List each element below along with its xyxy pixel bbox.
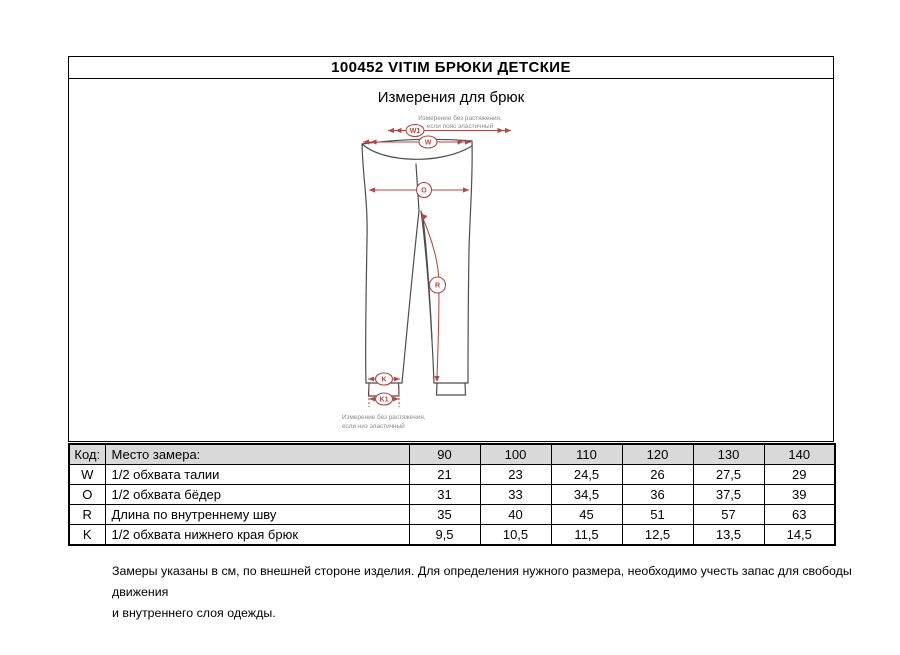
- label-o: O: [421, 187, 427, 195]
- pants-drawing-svg: [321, 105, 581, 435]
- cell-value: 63: [764, 505, 835, 525]
- pants-outline: [362, 139, 472, 396]
- cell-value: 37,5: [693, 485, 764, 505]
- cell-value: 35: [409, 505, 480, 525]
- label-k1: K1: [379, 396, 389, 404]
- footer-note: [112, 561, 857, 624]
- measurement-badges: [376, 125, 446, 406]
- label-k: K: [381, 376, 387, 384]
- cell-value: 31: [409, 485, 480, 505]
- cell-value: 14,5: [764, 525, 835, 546]
- header-size: 100: [480, 444, 551, 465]
- row-place: 1/2 обхвата бёдер: [105, 485, 409, 505]
- footer-line2: и внутреннего слоя одежды.: [112, 606, 276, 620]
- table-row: [69, 525, 835, 546]
- cell-value: 11,5: [551, 525, 622, 546]
- header-size: 120: [622, 444, 693, 465]
- label-r: R: [434, 282, 441, 290]
- cell-value: 27,5: [693, 465, 764, 485]
- row-code: K: [69, 525, 105, 546]
- cell-value: 12,5: [622, 525, 693, 546]
- page-title: 100452 VITIM БРЮКИ ДЕТСКИЕ: [68, 56, 834, 79]
- table-header-row: [69, 444, 835, 465]
- header-size: 110: [551, 444, 622, 465]
- table-row: [69, 465, 835, 485]
- diagram-panel: [68, 78, 834, 442]
- row-code: W: [69, 465, 105, 485]
- cell-value: 29: [764, 465, 835, 485]
- cell-value: 36: [622, 485, 693, 505]
- row-place: Длина по внутреннему шву: [105, 505, 409, 525]
- measurement-lines: [363, 128, 511, 407]
- header-size: 90: [409, 444, 480, 465]
- top-note-line2: если пояс эластичный: [426, 123, 494, 130]
- cell-value: 39: [764, 485, 835, 505]
- cell-value: 51: [622, 505, 693, 525]
- bottom-note-line2: если низ эластичный: [342, 423, 405, 430]
- bottom-note-line1: Измерение без растяжения,: [342, 414, 426, 421]
- cell-value: 40: [480, 505, 551, 525]
- cell-value: 9,5: [409, 525, 480, 546]
- size-table: [68, 443, 836, 546]
- label-w1: W1: [409, 128, 421, 135]
- header-size: 140: [764, 444, 835, 465]
- cell-value: 34,5: [551, 485, 622, 505]
- row-code: R: [69, 505, 105, 525]
- top-note-line1: Измерение без растяжения,: [418, 115, 502, 122]
- cell-value: 13,5: [693, 525, 764, 546]
- cell-value: 23: [480, 465, 551, 485]
- cell-value: 21: [409, 465, 480, 485]
- cell-value: 10,5: [480, 525, 551, 546]
- table-row: [69, 505, 835, 525]
- cell-value: 33: [480, 485, 551, 505]
- cell-value: 45: [551, 505, 622, 525]
- row-place: 1/2 обхвата нижнего края брюк: [105, 525, 409, 546]
- cell-value: 26: [622, 465, 693, 485]
- label-w: W: [424, 139, 432, 147]
- pants-diagram: [69, 105, 833, 439]
- cell-value: 24,5: [551, 465, 622, 485]
- header-place: Место замера:: [105, 444, 409, 465]
- header-code: Код:: [69, 444, 105, 465]
- table-row: [69, 485, 835, 505]
- row-place: 1/2 обхвата талии: [105, 465, 409, 485]
- footer-line1: Замеры указаны в см, по внешней стороне изделия. Для определения нужного размера, необходимо учесть запас для свободы движения: [112, 564, 852, 599]
- row-code: O: [69, 485, 105, 505]
- diagram-title: Измерения для брюк: [377, 89, 525, 106]
- cell-value: 57: [693, 505, 764, 525]
- header-size: 130: [693, 444, 764, 465]
